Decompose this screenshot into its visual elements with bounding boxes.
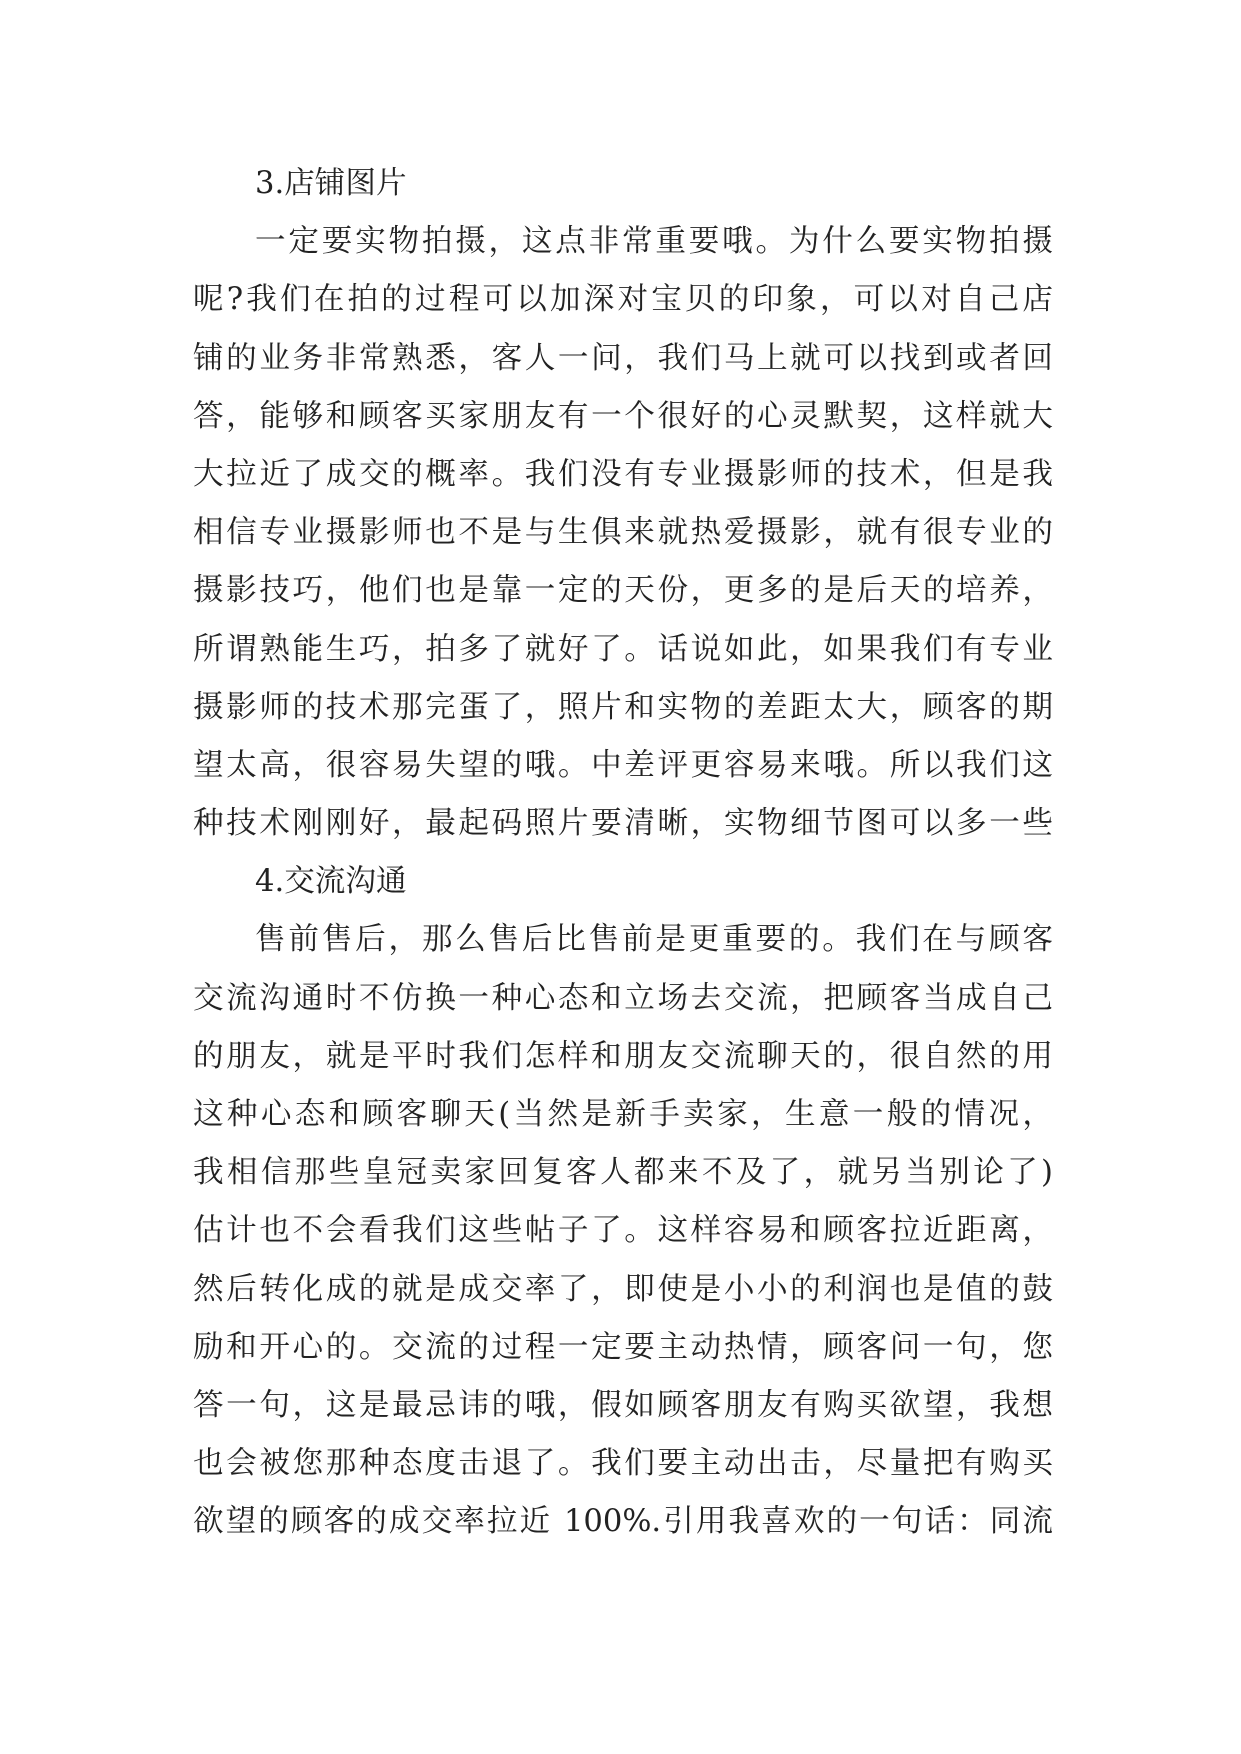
paragraph-line: 我相信那些皇冠卖家回复客人都来不及了，就另当别论了): [193, 1155, 1053, 1191]
paragraph-line: 所谓熟能生巧，拍多了就好了。话说如此，如果我们有专业: [193, 631, 1053, 667]
paragraph-line: 种技术刚刚好，最起码照片要清晰，实物细节图可以多一些: [193, 806, 1053, 842]
paragraph-line: 摄影师的技术那完蛋了，照片和实物的差距太大，顾客的期: [193, 689, 1053, 725]
paragraph-line: 摄影技巧，他们也是靠一定的天份，更多的是后天的培养，: [193, 573, 1053, 609]
paragraph-line: 售前售后，那么售后比售前是更重要的。我们在与顾客: [255, 922, 1053, 958]
paragraph-line: 交流沟通时不仿换一种心态和立场去交流，把顾客当成自己: [193, 980, 1053, 1016]
paragraph-line: 也会被您那种态度击退了。我们要主动出击，尽量把有购买: [193, 1446, 1053, 1482]
section-heading: 4.交流沟通: [255, 864, 407, 900]
paragraph-line: 答一句，这是最忌讳的哦，假如顾客朋友有购买欲望，我想: [193, 1387, 1053, 1423]
paragraph-line: 然后转化成的就是成交率了，即使是小小的利润也是值的鼓: [193, 1271, 1053, 1307]
document-body: [193, 155, 1053, 1552]
paragraph-line: 一定要实物拍摄，这点非常重要哦。为什么要实物拍摄: [255, 224, 1053, 260]
paragraph-line: 铺的业务非常熟悉，客人一问，我们马上就可以找到或者回: [193, 340, 1053, 376]
paragraph-line: 的朋友，就是平时我们怎样和朋友交流聊天的，很自然的用: [193, 1038, 1053, 1074]
paragraph-line: 估计也不会看我们这些帖子了。这样容易和顾客拉近距离，: [193, 1213, 1053, 1249]
paragraph-line: 这种心态和顾客聊天(当然是新手卖家，生意一般的情况，: [193, 1097, 1053, 1132]
paragraph-line: 望太高，很容易失望的哦。中差评更容易来哦。所以我们这: [193, 747, 1053, 783]
paragraph-line: 相信专业摄影师也不是与生俱来就热爱摄影，就有很专业的: [193, 515, 1053, 551]
paragraph-line: 大拉近了成交的概率。我们没有专业摄影师的技术，但是我: [193, 456, 1053, 492]
paragraph-line: 答，能够和顾客买家朋友有一个很好的心灵默契，这样就大: [193, 398, 1053, 434]
paragraph-line: 励和开心的。交流的过程一定要主动热情，顾客问一句，您: [193, 1329, 1053, 1365]
paragraph-line: 欲望的顾客的成交率拉近 100%.引用我喜欢的一句话：同流: [193, 1504, 1053, 1540]
paragraph-line: 呢?我们在拍的过程可以加深对宝贝的印象，可以对自己店: [193, 282, 1053, 318]
section-heading: 3.店铺图片: [255, 166, 407, 201]
